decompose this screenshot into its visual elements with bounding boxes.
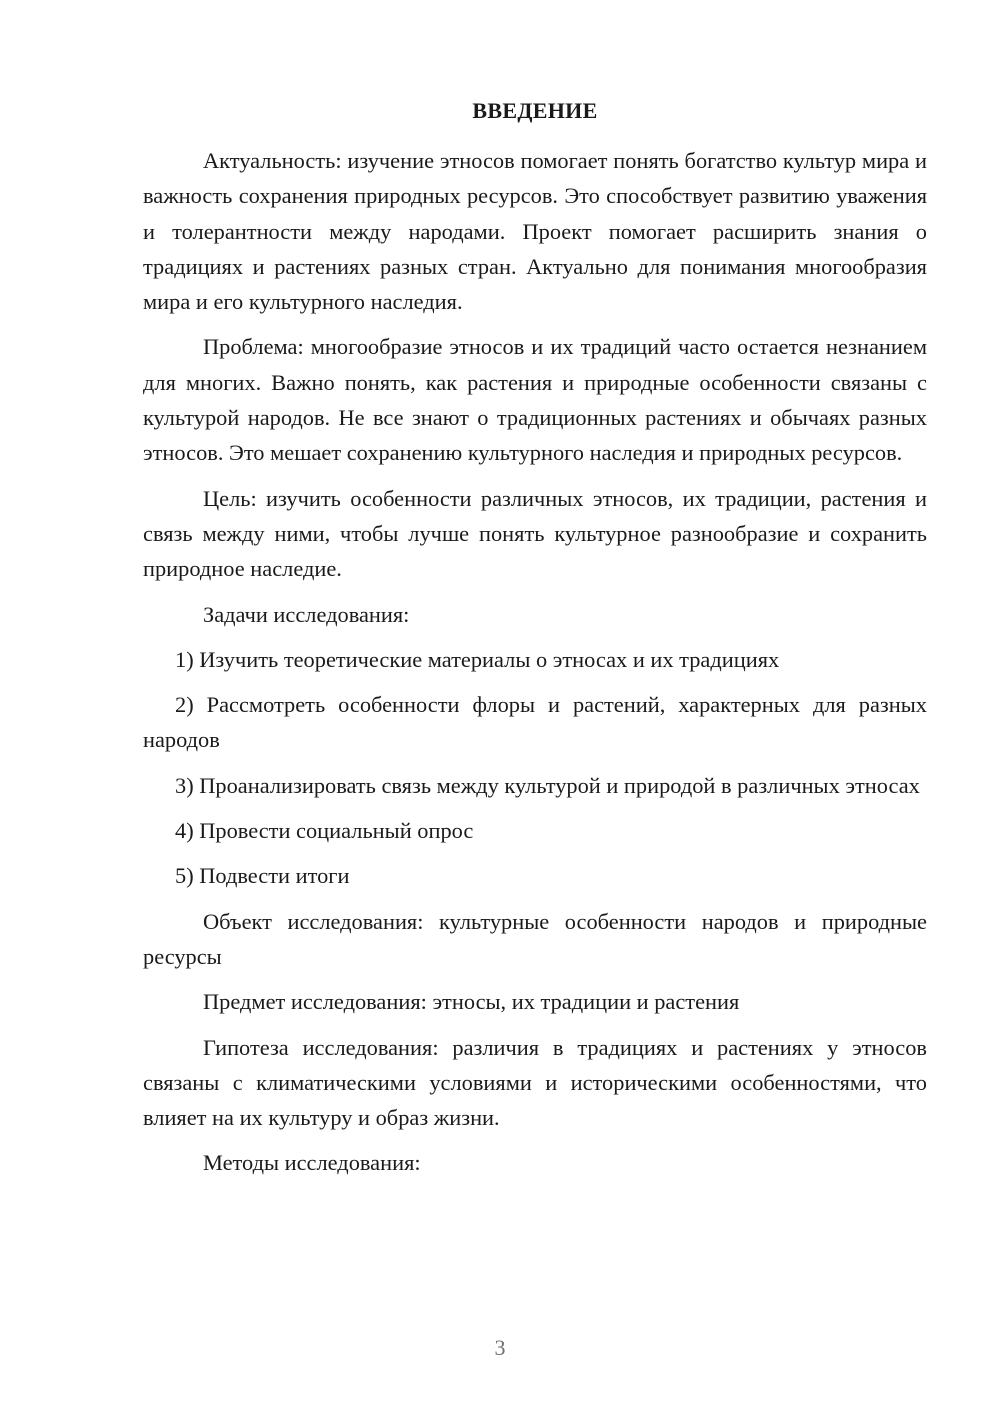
paragraph-relevance: Актуальность: изучение этносов помогает понять богатство культур мира и важность сохранения природных ресурсов. Это способствует развитию уважения и толерантности между народами. Проект помогает расширить знания о традициях и растениях разных стран. Актуально для понимания многообразия мира и его культурного наследия.	[143, 148, 927, 315]
task-item: 3) Проанализировать связь между культурой и природой в различных этносах	[175, 772, 920, 798]
paragraph-subject: Предмет исследования: этносы, их традиции и растения	[203, 989, 740, 1015]
tasks-list	[143, 642, 927, 894]
section-title: ВВЕДЕНИЕ	[472, 98, 598, 123]
paragraph-hypothesis: Гипотеза исследования: различия в традициях и растениях у этносов связаны с климатическими условиями и историческими особенностями, что влияет на их культуру и образ жизни.	[143, 1034, 927, 1131]
tasks-heading: Задачи исследования:	[203, 601, 410, 627]
paragraph-object: Объект исследования: культурные особенности народов и природные ресурсы	[143, 908, 927, 969]
task-item: 5) Подвести итоги	[175, 863, 350, 889]
task-item: 1) Изучить теоретические материалы о этносах и их традициях	[175, 646, 780, 672]
methods-heading: Методы исследования:	[203, 1150, 421, 1176]
document-body	[143, 143, 927, 1191]
paragraph-problem: Проблема: многообразие этносов и их традиций часто остается незнанием для многих. Важно понять, как растения и природные особенности связаны с культурой народов. Не все знают о традиционных растениях и обычаях разных этносов. Это мешает сохранению культурного наследия и природных ресурсов.	[143, 334, 927, 466]
task-item: 2) Рассмотреть особенности флоры и растений, характерных для разных народов	[143, 692, 927, 753]
page-number: 3	[494, 1335, 506, 1360]
paragraph-goal: Цель: изучить особенности различных этносов, их традиции, растения и связь между ними, чтобы лучше понять культурное разнообразие и сохранить природное наследие.	[143, 485, 927, 582]
task-item: 4) Провести социальный опрос	[175, 818, 474, 844]
